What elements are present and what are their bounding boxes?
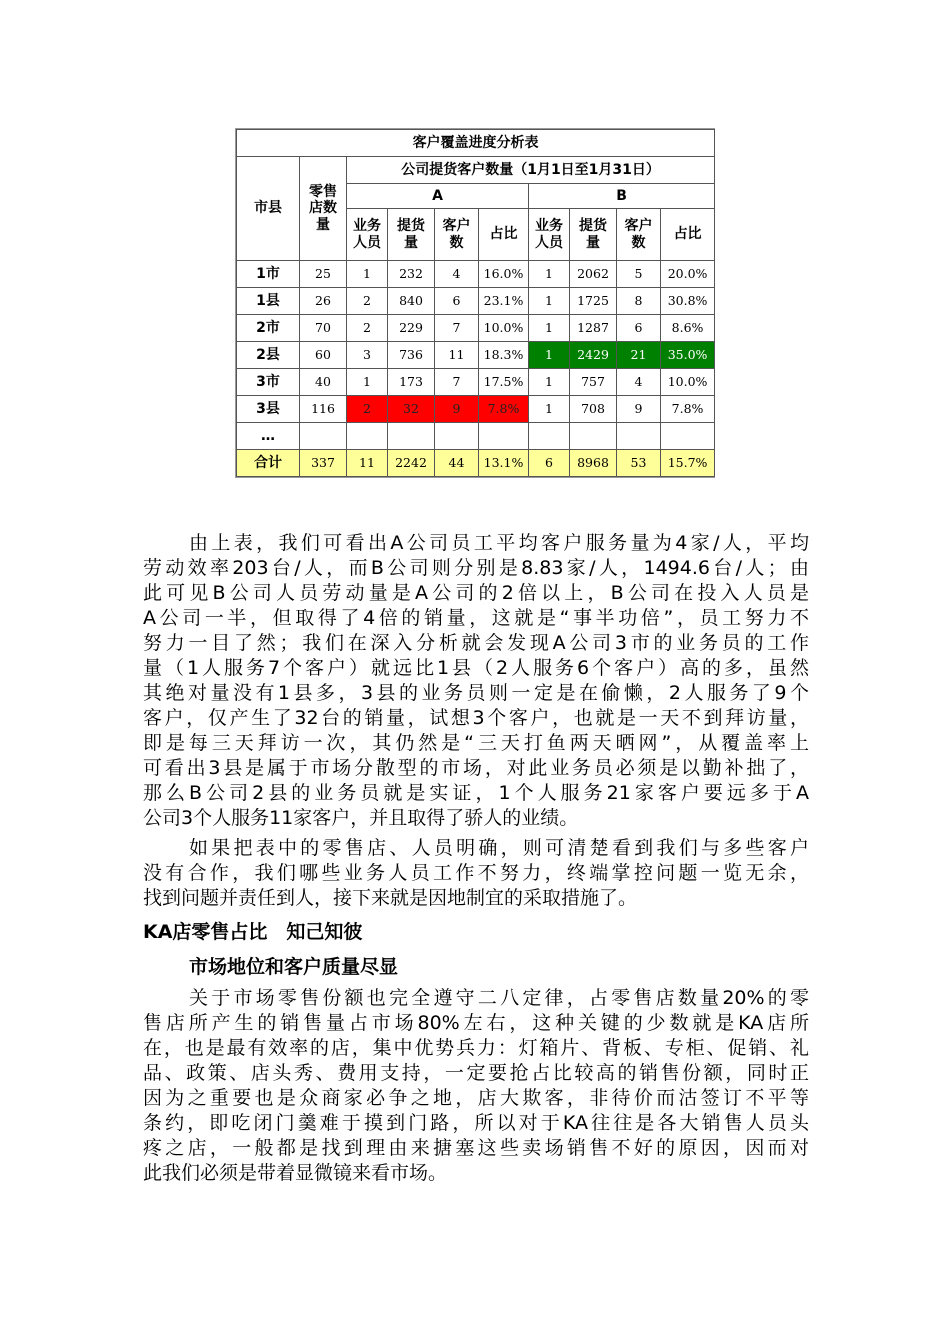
- text-line: 品、政策、店头秀、费用支持，一定要抢占比较高的销售份额，同时正: [143, 1062, 809, 1084]
- header-a-customers: 客户数: [435, 209, 479, 261]
- cell: 840: [388, 288, 435, 315]
- cell: 4: [435, 261, 479, 288]
- cell: [347, 423, 388, 450]
- text-line: 公司3个人服务11家客户，并且取得了骄人的业绩。: [143, 807, 579, 829]
- cell: 4: [617, 369, 661, 396]
- text-line: 因为之重要也是众商家必争之地，店大欺客，非待价而沽签订不平等: [143, 1087, 809, 1109]
- cell: 229: [388, 315, 435, 342]
- text-line: 疼之店，一般都是找到理由来搪塞这些卖场销售不好的原因，因而对: [143, 1137, 809, 1159]
- row-label: …: [237, 423, 300, 450]
- cell-highlight-red: 7.8%: [479, 396, 529, 423]
- cell: 173: [388, 369, 435, 396]
- header-region: 市县: [237, 157, 300, 261]
- row-label: 合计: [237, 450, 300, 477]
- text-line: 如果把表中的零售店、人员明确，则可清楚看到我们与多些客户: [189, 837, 809, 859]
- cell: [388, 423, 435, 450]
- cell: 23.1%: [479, 288, 529, 315]
- cell-highlight-green: 1: [529, 342, 570, 369]
- text-line: 那么B公司2县的业务员就是实证，1个人服务21家客户要远多于A: [143, 782, 809, 804]
- cell: 708: [570, 396, 617, 423]
- cell: 2: [347, 288, 388, 315]
- cell: 17.5%: [479, 369, 529, 396]
- text-line: 由上表，我们可看出A公司员工平均客户服务量为4家/人，平均: [189, 532, 809, 554]
- header-a-share: 占比: [479, 209, 529, 261]
- cell: 53: [617, 450, 661, 477]
- header-b-staff: 业务人员: [529, 209, 570, 261]
- cell: 15.7%: [661, 450, 715, 477]
- text-line: 客户，仅产生了32台的销量，试想3个客户，也就是一天不到拜访量，: [143, 707, 809, 729]
- cell: 6: [435, 288, 479, 315]
- header-company-b: B: [529, 184, 715, 209]
- text-line: 其绝对量没有1县多，3县的业务员则一定是在偷懒，2人服务了9个: [143, 682, 809, 704]
- cell: 6: [617, 315, 661, 342]
- row-label: 3县: [237, 396, 300, 423]
- cell: 7: [435, 369, 479, 396]
- cell: 1: [347, 369, 388, 396]
- section-subheading: 市场地位和客户质量尽显: [189, 956, 399, 978]
- cell-highlight-red: 2: [347, 396, 388, 423]
- coverage-analysis-table: [236, 129, 715, 477]
- section-heading: KA店零售占比 知己知彼: [143, 921, 363, 943]
- header-a-volume: 提货量: [388, 209, 435, 261]
- table-row: [237, 342, 715, 369]
- coverage-table-container: [235, 128, 715, 478]
- header-stores: 零售店数量: [300, 157, 347, 261]
- cell: 26: [300, 288, 347, 315]
- row-label: 2县: [237, 342, 300, 369]
- cell: 18.3%: [479, 342, 529, 369]
- cell: 11: [435, 342, 479, 369]
- cell: [661, 423, 715, 450]
- cell: [529, 423, 570, 450]
- text-line: 找到问题并责任到人，接下来就是因地制宜的采取措施了。: [143, 887, 638, 909]
- cell: 1287: [570, 315, 617, 342]
- cell: 70: [300, 315, 347, 342]
- cell: 8968: [570, 450, 617, 477]
- cell-highlight-green: 21: [617, 342, 661, 369]
- cell: 6: [529, 450, 570, 477]
- paragraph-analysis: [143, 531, 809, 831]
- cell: 7.8%: [661, 396, 715, 423]
- cell: 7: [435, 315, 479, 342]
- cell: 2: [347, 315, 388, 342]
- cell: 1: [529, 396, 570, 423]
- cell: [617, 423, 661, 450]
- text-line: 条约，即吃闭门羹难于摸到门路，所以对于KA往往是各大销售人员头: [143, 1112, 809, 1134]
- header-b-share: 占比: [661, 209, 715, 261]
- table-row: [237, 396, 715, 423]
- cell: 116: [300, 396, 347, 423]
- cell: [300, 423, 347, 450]
- cell: [570, 423, 617, 450]
- cell: 757: [570, 369, 617, 396]
- cell: 2062: [570, 261, 617, 288]
- text-line: 此可见B公司人员劳动量是A公司的2倍以上，B公司在投入人员是: [143, 582, 809, 604]
- cell-highlight-green: 35.0%: [661, 342, 715, 369]
- cell: 10.0%: [479, 315, 529, 342]
- header-b-customers: 客户数: [617, 209, 661, 261]
- cell: 1725: [570, 288, 617, 315]
- cell: 5: [617, 261, 661, 288]
- table-row: [237, 261, 715, 288]
- text-line: 售店所产生的销售量占市场80%左右，这种关键的少数就是KA店所: [143, 1012, 809, 1034]
- cell: 8: [617, 288, 661, 315]
- text-line: 量（1人服务7个客户）就远比1县（2人服务6个客户）高的多，虽然: [143, 657, 809, 679]
- text-line: 在，也是最有效率的店，集中优势兵力：灯箱片、背板、专柜、促销、礼: [143, 1037, 809, 1059]
- cell: 3: [347, 342, 388, 369]
- text-line: 努力一目了然；我们在深入分析就会发现A公司3市的业务员的工作: [143, 632, 809, 654]
- text-line: 劳动效率203台/人，而B公司则分别是8.83家/人，1494.6台/人；由: [143, 557, 809, 579]
- table-total-row: [237, 450, 715, 477]
- table-row: [237, 288, 715, 315]
- row-label: 2市: [237, 315, 300, 342]
- text-line: 即是每三天拜访一次，其仍然是“三天打鱼两天晒网”，从覆盖率上: [143, 732, 809, 754]
- header-span: 公司提货客户数量（1月1日至1月31日）: [347, 157, 715, 184]
- text-line: A公司一半，但取得了4倍的销量，这就是“事半功倍”，员工努力不: [143, 607, 809, 629]
- cell: 2242: [388, 450, 435, 477]
- cell: 60: [300, 342, 347, 369]
- text-line: 此我们必须是带着显微镜来看市场。: [143, 1162, 448, 1184]
- header-b-volume: 提货量: [570, 209, 617, 261]
- cell-highlight-green: 2429: [570, 342, 617, 369]
- cell: 11: [347, 450, 388, 477]
- row-label: 1县: [237, 288, 300, 315]
- row-label: 3市: [237, 369, 300, 396]
- text-line: 关于市场零售份额也完全遵守二八定律，占零售店数量20%的零: [189, 987, 809, 1009]
- table-row: [237, 315, 715, 342]
- cell: 1: [529, 288, 570, 315]
- cell: 16.0%: [479, 261, 529, 288]
- cell: 25: [300, 261, 347, 288]
- cell: 232: [388, 261, 435, 288]
- table-title: 客户覆盖进度分析表: [237, 130, 715, 157]
- cell-highlight-red: 32: [388, 396, 435, 423]
- cell: 1: [529, 369, 570, 396]
- cell: 44: [435, 450, 479, 477]
- row-label: 1市: [237, 261, 300, 288]
- text-line: 没有合作，我们哪些业务人员工作不努力，终端掌控问题一览无余，: [143, 862, 809, 884]
- cell: 9: [617, 396, 661, 423]
- header-a-staff: 业务人员: [347, 209, 388, 261]
- cell: 337: [300, 450, 347, 477]
- header-company-a: A: [347, 184, 529, 209]
- cell: 20.0%: [661, 261, 715, 288]
- cell: 1: [529, 315, 570, 342]
- cell: 1: [347, 261, 388, 288]
- cell: 1: [529, 261, 570, 288]
- cell: 8.6%: [661, 315, 715, 342]
- table-row: [237, 423, 715, 450]
- cell: 10.0%: [661, 369, 715, 396]
- cell: [479, 423, 529, 450]
- cell: 30.8%: [661, 288, 715, 315]
- cell: [435, 423, 479, 450]
- cell: 40: [300, 369, 347, 396]
- cell: 736: [388, 342, 435, 369]
- paragraph-conclusion: [143, 836, 809, 911]
- paragraph-ka-stores: [143, 986, 809, 1186]
- cell-highlight-red: 9: [435, 396, 479, 423]
- table-row: [237, 369, 715, 396]
- text-line: 可看出3县是属于市场分散型的市场，对此业务员必须是以勤补拙了，: [143, 757, 809, 779]
- cell: 13.1%: [479, 450, 529, 477]
